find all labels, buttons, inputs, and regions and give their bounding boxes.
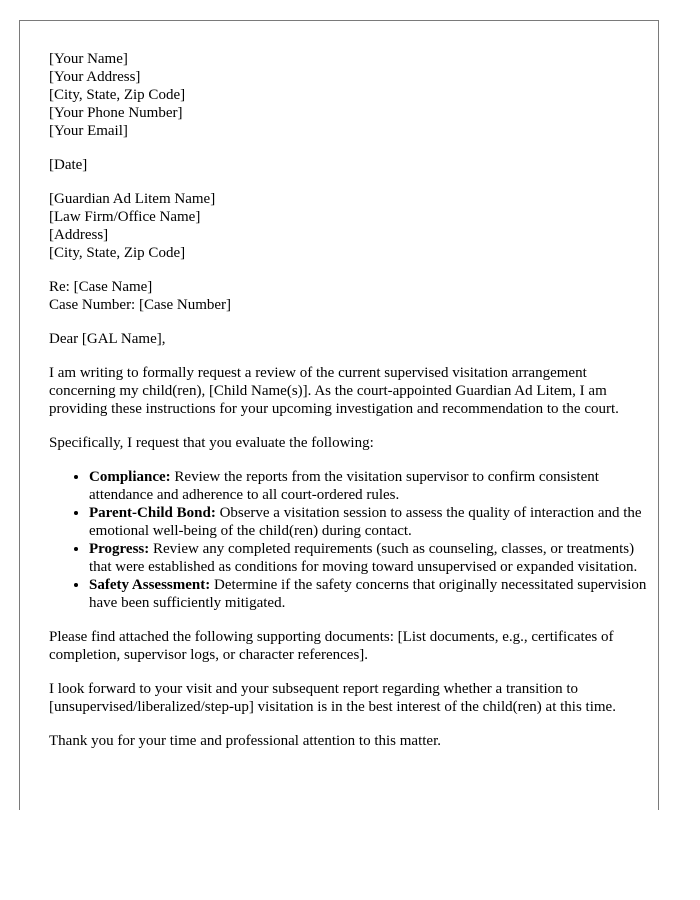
sender-email: [Your Email] [49,123,128,139]
intro-paragraph: I am writing to formally request a review of the current supervised visitation arrangement concerning my child(ren), [Child Name(s)]. As the court-appointed Guardian Ad Litem, I am providing these instructions for your upcoming investigation and recommendation to the court. [49,365,619,417]
list-item-text: Determine if the safety concerns that originally necessitated supervision have been sufficiently mitigated. [89,577,647,611]
list-item [89,540,649,576]
salutation: Dear [GAL Name], [49,331,166,347]
reference-block [49,278,649,314]
sender-name: [Your Name] [49,51,128,67]
case-name-line: Re: [Case Name] [49,279,153,295]
list-item-title: Parent-Child Bond: [89,505,216,521]
list-item-title: Safety Assessment: [89,577,211,593]
recipient-address: [Address] [49,227,109,243]
recipient-name: [Guardian Ad Litem Name] [49,191,216,207]
list-item-text: Review the reports from the visitation supervisor to confirm consistent attendance and adherence to all court-ordered rules. [89,469,599,503]
list-item [89,468,649,504]
list-item-text: Observe a visitation session to assess the quality of interaction and the emotional well-being of the child(ren) during contact. [89,505,642,539]
attachments-paragraph: Please find attached the following supporting documents: [List documents, e.g., certificates of completion, supervisor logs, or character references]. [49,629,614,663]
list-item [89,504,649,540]
list-item-title: Progress: [89,541,150,557]
list-item [89,576,649,612]
closing-paragraph: I look forward to your visit and your subsequent report regarding whether a transition to [unsupervised/liberalized/step-up] visitation is in the best interest of the child(ren) at this time. [49,681,616,715]
list-item-title: Compliance: [89,469,171,485]
sender-block [49,50,649,140]
sender-city-state-zip: [City, State, Zip Code] [49,87,186,103]
recipient-city-state-zip: [City, State, Zip Code] [49,245,186,261]
letter-date: [Date] [49,157,88,173]
case-number-line: Case Number: [Case Number] [49,297,232,313]
sender-phone: [Your Phone Number] [49,105,183,121]
evaluation-list [49,468,649,612]
request-lead: Specifically, I request that you evaluate the following: [49,435,374,451]
letter-page [19,20,659,810]
list-item-text: Review any completed requirements (such as counseling, classes, or treatments) that were established as conditions for moving toward unsupervised or expanded visitation. [89,541,638,575]
sender-address: [Your Address] [49,69,141,85]
thanks-paragraph: Thank you for your time and professional attention to this matter. [49,733,441,749]
letter-body [49,50,649,766]
recipient-block [49,190,649,262]
recipient-firm: [Law Firm/Office Name] [49,209,201,225]
